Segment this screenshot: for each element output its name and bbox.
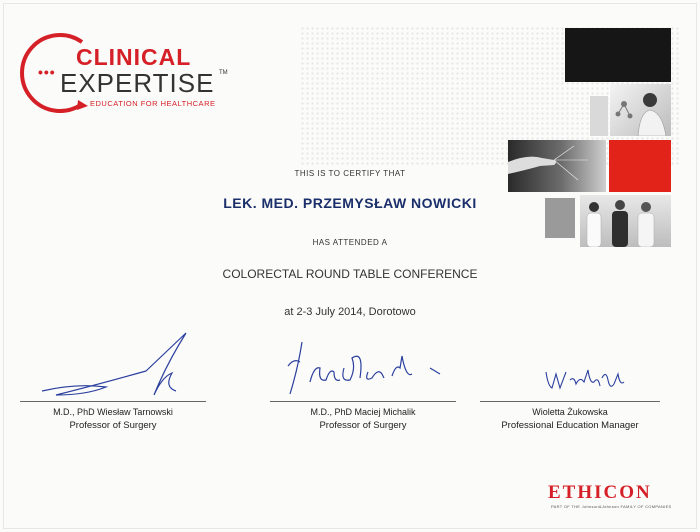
- logo-clinical: CLINICAL: [76, 44, 192, 70]
- scientist-photo: [610, 84, 671, 136]
- ethicon-logo: ETHICON: [548, 482, 652, 503]
- event-date: at 2-3 July 2014, Dorotowo: [284, 306, 416, 318]
- logo-expertise: EXPERTISE: [60, 68, 215, 98]
- attended-text: HAS ATTENDED A: [312, 238, 388, 247]
- event-title: COLORECTAL ROUND TABLE CONFERENCE: [222, 267, 478, 281]
- signature-1: [36, 325, 216, 405]
- red-tile: [609, 140, 671, 192]
- doctors-photo: [580, 195, 671, 247]
- signer-3-role: Professional Education Manager: [501, 420, 639, 431]
- gray-tile: [590, 96, 608, 136]
- recipient-name: LEK. MED. PRZEMYSŁAW NOWICKI: [223, 195, 477, 211]
- signature-line-3: [480, 401, 660, 402]
- signer-2-name: M.D., PhD Maciej Michalik: [310, 407, 416, 417]
- logo-dots-icon: •••: [38, 64, 56, 80]
- logo-trademark: TM: [219, 70, 228, 76]
- logo-tagline: EDUCATION FOR HEALTHCARE: [90, 99, 216, 108]
- signature-line-1: [20, 401, 206, 402]
- signature-line-2: [270, 401, 456, 402]
- signer-2-role: Professor of Surgery: [319, 420, 407, 431]
- signature-3: [540, 362, 630, 398]
- signer-1-role: Professor of Surgery: [69, 420, 157, 431]
- ethicon-subline: PART OF THE Johnson&Johnson FAMILY OF COMPANIES: [551, 504, 672, 509]
- certify-text: THIS IS TO CERTIFY THAT: [294, 169, 406, 178]
- signature-2: [280, 338, 460, 402]
- hand-photo: [508, 140, 606, 192]
- signer-1-name: M.D., PhD Wiesław Tarnowski: [53, 407, 173, 417]
- clinical-expertise-logo: [20, 28, 240, 118]
- black-tile: [565, 28, 671, 82]
- signer-3-name: Wioletta Żukowska: [532, 407, 608, 417]
